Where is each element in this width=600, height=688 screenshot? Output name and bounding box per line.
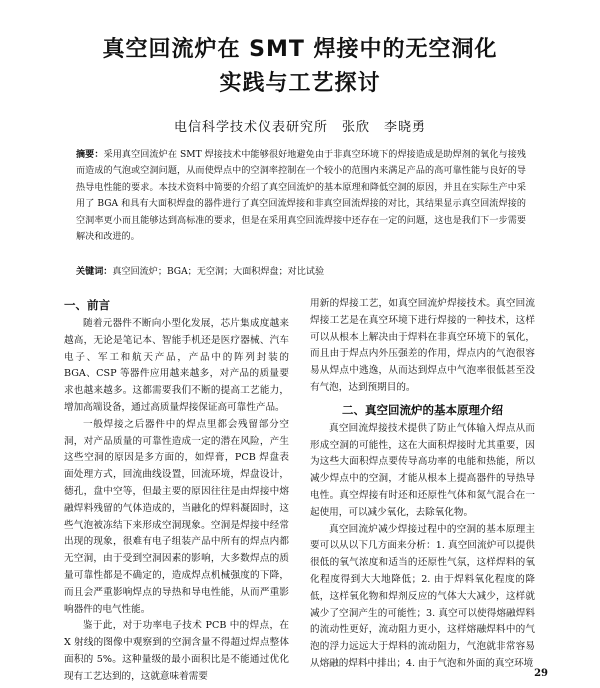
right-column: [310, 296, 535, 673]
body-paragraph: 随着元器件不断向小型化发展，芯片集成度越来越高，无论是笔记本、智能手机还是医疗器械、汽车电子、军工和航天产品，产品中的阵列封装的 BGA、CSP 等器件应用越来越多，对产品的质量要求也越来越多。这都需要我们不断的提高工艺能力，增加高端设备，通过高质量焊接保证高可靠性产品。: [64, 318, 289, 413]
abstract: [76, 147, 526, 245]
page-number: 29: [534, 668, 548, 679]
left-column: [64, 296, 289, 686]
abstract-label: 摘要：: [76, 150, 104, 160]
paper-title-line1: 真空回流炉在 SMT 焊接中的无空洞化: [102, 37, 498, 62]
body-paragraph: 真空回流炉减少焊接过程中的空洞的基本原理主要可以从以下几方面来分析：1. 真空回流炉可以提供很低的氧气浓度和适当的还原性气氛，这样焊料的氧化程度得到大大地降低；2. 由于焊料氧化程度的降低，这样氧化物和焊剂反应的气体大大减少，这样就减少了空洞产生的可能性；3. 真空可以使得熔融焊料的流动性更好，流动阻力更小，这样熔融焊料中的气泡的浮力远远大于焊料的流动阻力，气泡就非常容易从熔融的焊料中排出；4. 由于气泡和外面的真空环境: [310, 523, 535, 669]
body-paragraph: 鉴于此，对于功率电子技术 PCB 中的焊点，在 X 射线的图像中观察到的空洞含量不得超过焊点整体面积的 5%。这种量级的最小面积比是不能通过优化现有工艺达到的，这就意味着需要: [64, 620, 289, 682]
authors: 电信科学技术仪表研究所 张欣 李晓勇: [173, 120, 426, 135]
keywords-text: 真空回流炉；BGA；无空洞；大面积焊盘；对比试验: [112, 267, 325, 277]
body-paragraph: 真空回流焊接技术提供了防止气体输入焊点从而形成空洞的可能性，这在大面积焊接时尤其重要，因为这些大面积焊点要传导高功率的电能和热能，所以减少焊点中的空洞，才能从根本上提高器件的导热导电性。真空焊接有时还和还原性气体和氮气混合在一起使用，可以减少氧化，去除氧化物。: [310, 422, 535, 518]
keywords: [76, 265, 526, 279]
section-heading-principle: 二、真空回流炉的基本原理介绍: [342, 402, 503, 417]
body-paragraph: 一般焊接之后器件中的焊点里都会残留部分空洞，对产品质量的可靠性造成一定的潜在风险，产生这些空洞的原因是多方面的，如焊膏，PCB 焊盘表面处理方式，回流曲线设置，回流环境，焊盘设计，德孔，盘中空等，但最主要的原因往往是由焊接中熔融焊料残留的气体造成的，当融化的焊料凝固时，这些气泡被冻结下来形成空洞现象。空洞是焊接中经常出现的现象，很难有电子组装产品中所有的焊点内都无空洞，由于受到空洞因素的影响，大多数焊点的质量可靠性都是不确定的，造成焊点机械强度的下降，而且会严重影响焊点的导热和导电性能，从而严重影响器件的电气性能。: [64, 418, 289, 615]
paper-title-line2: 实践与工艺探讨: [219, 71, 381, 96]
body-paragraph-continuation: 用新的焊接工艺，如真空回流炉焊接技术。真空回流焊接工艺是在真空环境下进行焊接的一种技术，这样可以从根本上解决由于焊料在非真空环境下的氧化，而且由于焊点内外压强差的作用，焊点内的气泡很容易从焊点中逃逸，从而达到焊点中气泡率很低甚至没有气泡，达到预期目的。: [310, 298, 535, 393]
keywords-label: 关键词：: [76, 266, 113, 277]
section-heading-intro: 一、前言: [64, 298, 110, 312]
abstract-text: 采用真空回流炉在 SMT 焊接技术中能够很好地避免由于非真空环境下的焊接造成是助焊剂的氧化与接残而造成的气泡或空洞问题，从而使焊点中的空洞率控制在一个较小的范围内来满足产品的高可靠性能与良好的导热导电性能的要求。本技术资料中简要的介绍了真空回流炉的基本原理和降低空洞的原因，并且在实际生产中采用了 BGA 和具有大面积焊盘的器件进行了真空回流焊接和非真空回流焊接的对比，其结果显示真空回流焊接的空洞率更小而且能够达到高标准的要求，但是在采用真空回流焊接中还存在一定的问题，这也是我们下一步需要解决和改进的。: [76, 150, 526, 243]
